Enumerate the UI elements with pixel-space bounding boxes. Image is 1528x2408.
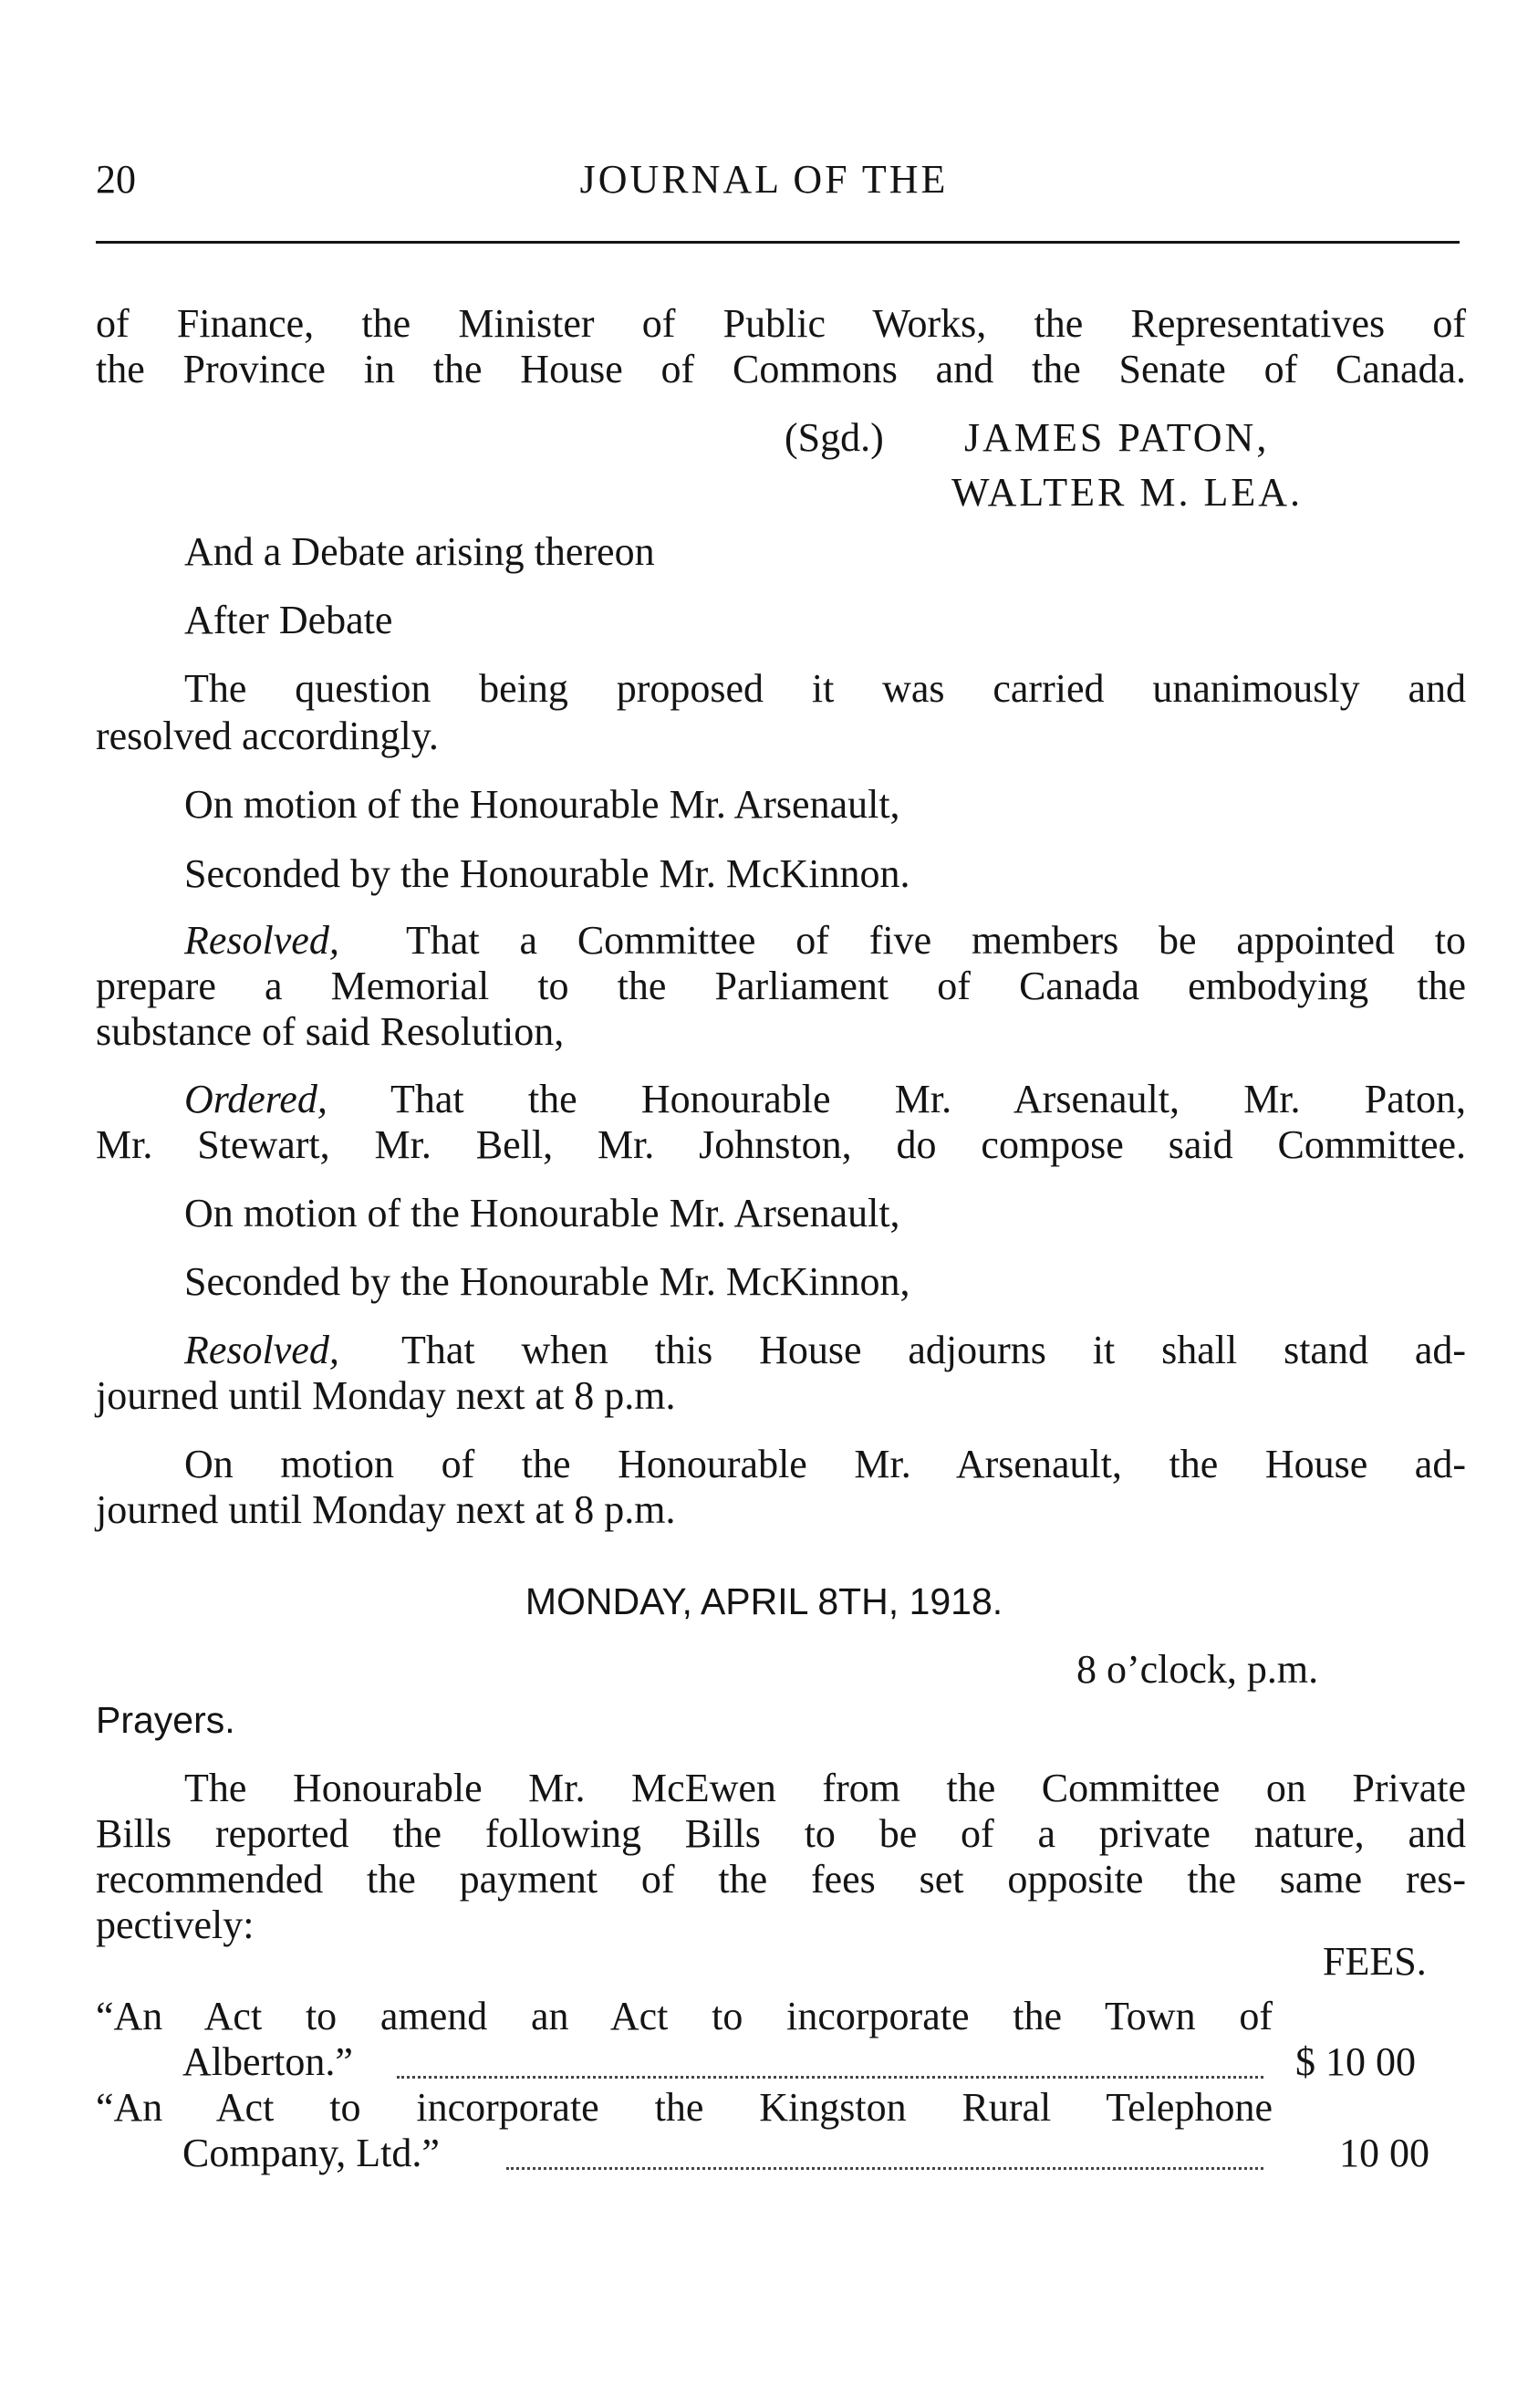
fee-amount: $ 10 00 [1295,2039,1416,2084]
motion-2-mover: On motion of the Honourable Mr. Arsenault, [184,1191,900,1235]
resolved-2-label [184,1328,339,1373]
motion-1-seconder: Seconded by the Honourable Mr. McKinnon. [184,851,910,896]
signatory-1: JAMES PATON, [964,415,1270,460]
header-rule [96,241,1460,244]
fee-item-line-2: Alberton.” [182,2039,353,2084]
resolved-1-line-3: substance of said Resolution, [96,1009,565,1054]
running-title: JOURNAL OF THE [579,157,949,202]
ordered-label [184,1077,327,1122]
fee-item-line-2: Company, Ltd.” [182,2131,440,2175]
continuation-line-1: of Finance, the Minister of Public Works, the Representatives of [96,301,1466,346]
fees-header: FEES. [1323,1939,1427,1984]
motion-2-seconder: Seconded by the Honourable Mr. McKinnon, [184,1259,910,1304]
resolved-1-line-1: That a Committee of five members be appointed to [406,918,1466,963]
ordered-label-text: Ordered, [184,1077,327,1121]
adjourn-line-1: On motion of the Honourable Mr. Arsenault, the House ad- [184,1442,1466,1486]
resolved-2-label-text: Resolved, [184,1328,339,1372]
sitting-date: MONDAY, APRIL 8TH, 1918. [525,1580,1003,1622]
debate-arising: And a Debate arising thereon [184,529,655,574]
report-line-2: Bills reported the following Bills to be of a private nature, and [96,1811,1466,1856]
dot-leader [506,2167,1263,2170]
signatory-2: WALTER M. LEA. [951,470,1304,515]
continuation-line-2: the Province in the House of Commons and the Senate of Canada. [96,347,1466,391]
resolved-2-line-1: That when this House adjourns it shall stand ad- [401,1328,1466,1372]
prayers: Prayers. [96,1699,235,1741]
fee-item-line-1: “An Act to incorporate the Kingston Rural Telephone [96,2085,1273,2130]
ordered-line-1: That the Honourable Mr. Arsenault, Mr. Paton, [390,1077,1466,1121]
resolved-1-line-2: prepare a Memorial to the Parliament of Canada embodying the [96,964,1466,1008]
resolved-1-label-text: Resolved, [184,918,339,963]
fee-amount: 10 00 [1339,2131,1429,2175]
page-number: 20 [96,157,136,202]
after-debate: After Debate [184,598,393,642]
ordered-line-2: Mr. Stewart, Mr. Bell, Mr. Johnston, do compose said Committee. [96,1122,1466,1167]
signed-marker: (Sgd.) [785,415,884,460]
report-line-3: recommended the payment of the fees set opposite the same res- [96,1857,1466,1902]
adjourn-line-2: journed until Monday next at 8 p.m. [96,1487,676,1532]
sitting-time: 8 o’clock, p.m. [1076,1647,1319,1692]
report-line-4: pectively: [96,1902,255,1947]
dot-leader [397,2076,1263,2079]
question-line-2: resolved accordingly. [96,714,439,758]
resolved-1-label [184,918,339,964]
report-line-1: The Honourable Mr. McEwen from the Committee on Private [184,1766,1466,1810]
motion-1-mover: On motion of the Honourable Mr. Arsenault, [184,782,900,827]
resolved-2-line-2: journed until Monday next at 8 p.m. [96,1373,676,1418]
question-line-1: The question being proposed it was carried unanimously and [184,666,1466,711]
fee-item-line-1: “An Act to amend an Act to incorporate the Town of [96,1994,1273,2038]
